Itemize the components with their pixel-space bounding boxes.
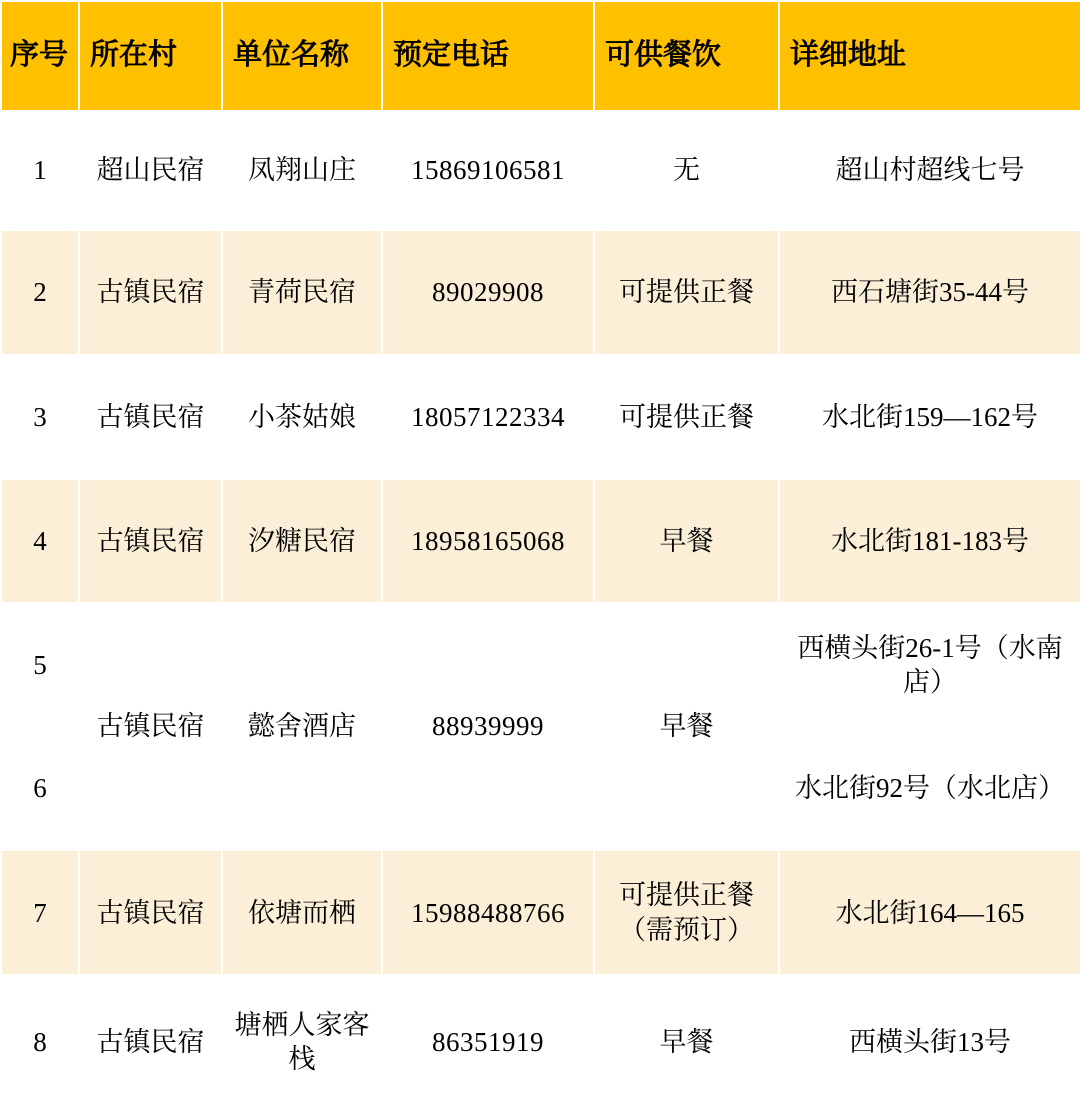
- cell-index: 5: [1, 603, 79, 726]
- column-header-name: 单位名称: [222, 1, 382, 111]
- cell-index: 6: [1, 727, 79, 850]
- column-header-address: 详细地址: [779, 1, 1080, 111]
- cell-meal: 早餐: [594, 975, 779, 1109]
- table-row: [1, 111, 1080, 230]
- cell-phone: 18057122334: [382, 355, 594, 479]
- cell-phone: 86351919: [382, 975, 594, 1109]
- cell-village: 古镇民宿: [79, 603, 222, 850]
- cell-index: 8: [1, 975, 79, 1109]
- table-row: [1, 479, 1080, 603]
- table-header: [1, 1, 1080, 111]
- cell-name: 塘栖人家客栈: [222, 975, 382, 1109]
- cell-phone: 18958165068: [382, 479, 594, 603]
- cell-village: 古镇民宿: [79, 850, 222, 975]
- table-row: [1, 975, 1080, 1109]
- cell-address: 水北街181-183号: [779, 479, 1080, 603]
- cell-name: 依塘而栖: [222, 850, 382, 975]
- cell-village: 古镇民宿: [79, 479, 222, 603]
- cell-index: 4: [1, 479, 79, 603]
- cell-village: 超山民宿: [79, 111, 222, 230]
- cell-name: 汐糖民宿: [222, 479, 382, 603]
- table-row: [1, 603, 1080, 726]
- cell-name: 凤翔山庄: [222, 111, 382, 230]
- table-row: [1, 850, 1080, 975]
- cell-phone: 15988488766: [382, 850, 594, 975]
- header-row: [1, 1, 1080, 111]
- cell-name: 青荷民宿: [222, 230, 382, 354]
- column-header-index: 序号: [1, 1, 79, 111]
- cell-index: 7: [1, 850, 79, 975]
- cell-address: 西石塘街35-44号: [779, 230, 1080, 354]
- cell-meal: 早餐: [594, 479, 779, 603]
- cell-address: 西横头街26-1号（水南店）: [779, 603, 1080, 726]
- cell-village: 古镇民宿: [79, 355, 222, 479]
- cell-address: 水北街92号（水北店）: [779, 727, 1080, 850]
- table-row: [1, 230, 1080, 354]
- table-row: [1, 355, 1080, 479]
- cell-meal: 可提供正餐（需预订）: [594, 850, 779, 975]
- cell-village: 古镇民宿: [79, 230, 222, 354]
- column-header-meal: 可供餐饮: [594, 1, 779, 111]
- cell-index: 3: [1, 355, 79, 479]
- cell-name: 小茶姑娘: [222, 355, 382, 479]
- cell-meal: 无: [594, 111, 779, 230]
- cell-phone: 89029908: [382, 230, 594, 354]
- column-header-phone: 预定电话: [382, 1, 594, 111]
- cell-address: 西横头街13号: [779, 975, 1080, 1109]
- cell-index: 1: [1, 111, 79, 230]
- cell-phone: 15869106581: [382, 111, 594, 230]
- cell-meal: 可提供正餐: [594, 355, 779, 479]
- cell-village: 古镇民宿: [79, 975, 222, 1109]
- cell-address: 超山村超线七号: [779, 111, 1080, 230]
- cell-address: 水北街159—162号: [779, 355, 1080, 479]
- column-header-village: 所在村: [79, 1, 222, 111]
- cell-phone: 88939999: [382, 603, 594, 850]
- cell-meal: 可提供正餐: [594, 230, 779, 354]
- cell-address: 水北街164—165: [779, 850, 1080, 975]
- cell-index: 2: [1, 230, 79, 354]
- cell-meal: 早餐: [594, 603, 779, 850]
- cell-name: 懿舍酒店: [222, 603, 382, 850]
- table-body: [1, 111, 1080, 1109]
